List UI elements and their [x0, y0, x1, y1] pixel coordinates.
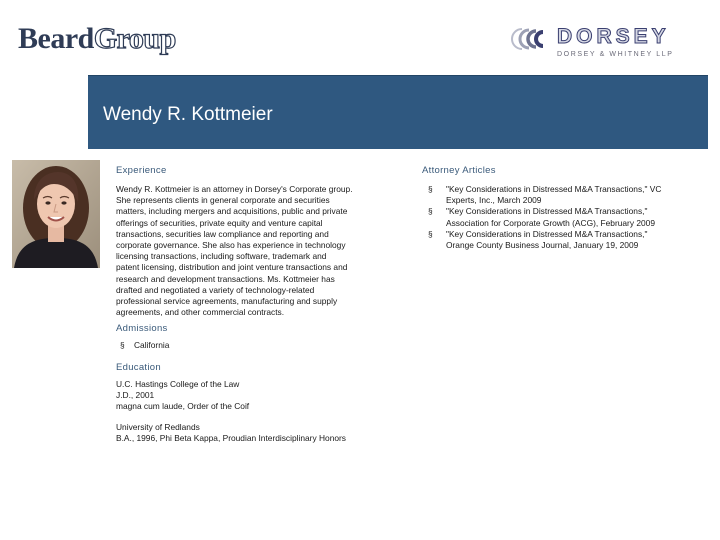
- bullet-icon: §: [428, 206, 433, 217]
- article-line: Association for Corporate Growth (ACG), February 2009: [446, 217, 655, 228]
- dorsey-swoosh-icon: [502, 27, 550, 51]
- list-item: [116, 340, 169, 351]
- experience-line: matters, including mergers and acquisitions, public and private: [116, 206, 348, 217]
- bullet-icon: §: [428, 184, 433, 194]
- portrait-photo: [12, 160, 100, 268]
- portrait-illustration: [12, 160, 100, 268]
- experience-line: research and development transactions. Ms. Kottmeier has: [116, 273, 335, 284]
- article-text: [446, 184, 661, 206]
- education-heading: Education: [116, 362, 161, 373]
- list-item: [422, 229, 712, 251]
- education-line: U.C. Hastings College of the Law: [116, 379, 240, 389]
- admission-text: California: [134, 340, 170, 350]
- bullet-icon: §: [120, 340, 125, 350]
- article-line: Orange County Business Journal, January 19, 2009: [446, 240, 639, 251]
- article-line: "Key Considerations in Distressed M&A Transactions,": [446, 228, 648, 239]
- article-text: [446, 229, 647, 251]
- admissions-list: [116, 340, 169, 351]
- articles-heading: Attorney Articles: [422, 165, 496, 176]
- education-line: J.D., 2001: [116, 390, 155, 401]
- experience-line: agreements, and other commercial contracts.: [116, 307, 285, 318]
- experience-line: Wendy R. Kottmeier is an attorney in Dorsey's Corporate group.: [116, 184, 353, 194]
- article-line: "Key Considerations in Distressed M&A Transactions," VC: [446, 184, 662, 194]
- experience-line: patent licensing, distribution and joint venture transactions and: [116, 262, 348, 273]
- article-text: [446, 206, 655, 228]
- experience-line: corporate governance. She also has experience in technology: [116, 240, 346, 251]
- admissions-heading: Admissions: [116, 323, 168, 334]
- dorsey-subtitle: DORSEY & WHITNEY LLP: [557, 51, 674, 58]
- experience-line: drafted and negotiated a variety of technology-related: [116, 284, 315, 295]
- education-line: B.A., 1996, Phi Beta Kappa, Proudian Interdisciplinary Honors: [116, 433, 346, 444]
- experience-line: transactions, securities law compliance and reporting and: [116, 228, 329, 239]
- experience-line: She represents clients in general corporate and securities: [116, 195, 330, 206]
- title-banner: [88, 75, 708, 149]
- dorsey-wordmark: DORSEY: [557, 25, 670, 48]
- experience-line: licensing transactions, including software, trademark and: [116, 251, 327, 262]
- experience-heading: Experience: [116, 165, 167, 176]
- education-entry: [116, 422, 346, 444]
- beard-logo-part2: Group: [93, 22, 176, 55]
- beard-group-logo: [18, 22, 176, 56]
- list-item: [422, 184, 712, 206]
- education-entry: [116, 379, 249, 413]
- list-item: [422, 206, 712, 228]
- bullet-icon: §: [428, 228, 433, 239]
- article-line: "Key Considerations in Distressed M&A Transactions,": [446, 206, 648, 217]
- experience-line: offerings of securities, private equity and venture capital: [116, 217, 323, 228]
- experience-line: professional service agreements, manufacturing and supply: [116, 296, 338, 307]
- experience-text: [116, 184, 406, 318]
- dorsey-logo: [502, 24, 702, 64]
- page-title: Wendy R. Kottmeier: [103, 104, 273, 125]
- beard-logo-part1: Beard: [18, 22, 94, 55]
- education-line: magna cum laude, Order of the Coif: [116, 401, 250, 412]
- education-line: University of Redlands: [116, 422, 200, 432]
- article-line: Experts, Inc., March 2009: [446, 195, 542, 206]
- articles-list: [422, 184, 712, 251]
